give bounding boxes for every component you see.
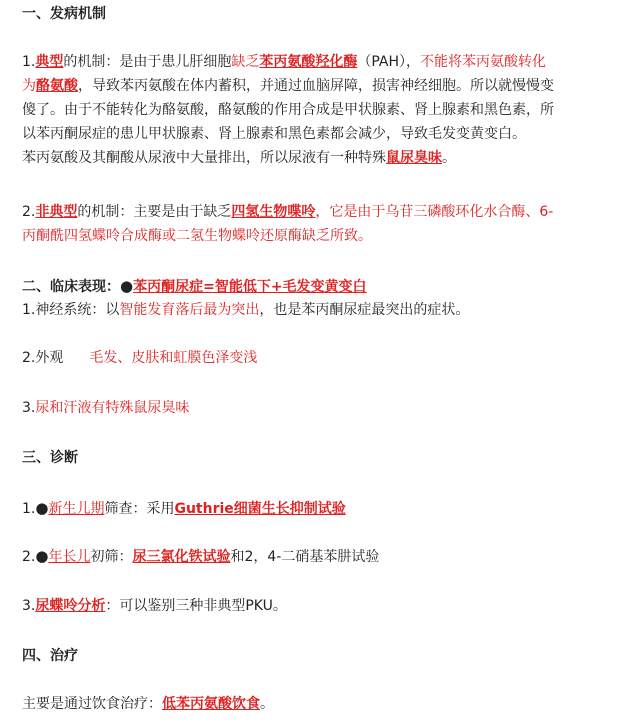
text: ，也是苯丙酮尿症最突出的症状。	[259, 302, 470, 318]
diagnosis-item-2	[22, 544, 612, 569]
paragraph-typical-line2	[22, 74, 612, 98]
bullet-icon: ●	[35, 499, 49, 517]
term-pterin: 尿蝶呤分析	[35, 598, 106, 614]
text: 和2，4-二硝基苯肼试验	[230, 549, 380, 565]
section-heading-diagnosis: 三、诊断	[22, 450, 78, 466]
term-low-phe-diet: 低苯丙氨酸饮食	[162, 696, 260, 712]
term-odor: 尿和汗液有特殊鼠尿臭味	[35, 400, 190, 416]
text: 。	[260, 696, 274, 712]
term-neonatal: 新生儿期	[48, 501, 105, 517]
text: 的机制：主要是由于缺乏	[77, 204, 232, 220]
text: 1.	[22, 501, 36, 517]
bullet-icon: ●	[120, 277, 134, 295]
paragraph-atypical-line2: 丙酮酰四氢蝶呤合成酶或二氢生物蝶呤还原酶缺乏所致。	[22, 228, 372, 244]
section-heading-clinical	[22, 274, 612, 299]
clinical-item-2	[22, 346, 612, 370]
term-ferric-chloride: 尿三氯化铁试验	[132, 549, 231, 565]
term-pah: 苯丙氨酸羟化酶	[259, 54, 358, 70]
term-older-child: 年长儿	[48, 549, 91, 565]
clinical-item-1	[22, 298, 612, 322]
term-mouse-odor: 鼠尿臭味	[386, 150, 442, 166]
clinical-item-3	[22, 396, 612, 420]
term-pku-summary: 苯丙酮尿症=智能低下+毛发变黄变白	[133, 279, 367, 295]
treatment-text	[22, 692, 612, 716]
term-typical: 典型	[35, 54, 64, 70]
term-tyrosine: 酪氨酸	[36, 78, 78, 94]
item-number: 2.	[22, 204, 36, 220]
item-number: 1.	[22, 54, 36, 70]
text: 2.	[22, 549, 36, 565]
paragraph-typical-line5	[22, 146, 612, 170]
diagnosis-item-1	[22, 496, 612, 521]
text: （PAH），	[357, 54, 421, 70]
term-intellect: 智能发育落后最为突出	[119, 302, 260, 318]
diagnosis-item-3	[22, 594, 612, 618]
term-bh4: 四氢生物喋呤	[231, 204, 316, 220]
text: 1.神经系统：以	[22, 302, 120, 318]
text-red: 为	[22, 78, 36, 94]
section-heading-mechanism: 一、发病机制	[22, 6, 106, 22]
heading-text: 二、临床表现：	[22, 279, 120, 295]
text: ：可以鉴别三种非典型PKU。	[105, 598, 287, 614]
text: 的机制：是由于患儿肝细胞	[63, 54, 232, 70]
text-red: ，它是由于乌苷三磷酸环化水合酶、6-	[315, 204, 554, 220]
section-heading-treatment: 四、治疗	[22, 648, 78, 664]
text: 筛查：采用	[104, 501, 175, 517]
term-guthrie: Guthrie细菌生长抑制试验	[174, 501, 346, 517]
term-appearance: 毛发、皮肤和虹膜色泽变浅	[89, 350, 258, 366]
paragraph-typical-line1	[22, 50, 612, 74]
text-red: 缺乏	[231, 54, 260, 70]
text: 苯丙氨酸及其酮酸从尿液中大量排出，所以尿液有一种特殊	[22, 150, 386, 166]
text: 2.外观	[22, 350, 64, 366]
text: ，导致苯丙氨酸在体内蓄积，并通过血脑屏障，损害神经细胞。所以就慢慢变	[78, 78, 554, 94]
paragraph-atypical-line1	[22, 200, 612, 224]
term-atypical: 非典型	[35, 204, 78, 220]
text: 。	[442, 150, 456, 166]
text: 初筛：	[90, 549, 133, 565]
text: 3.	[22, 400, 36, 416]
paragraph-typical-line3: 傻了。由于不能转化为酪氨酸，酪氨酸的作用合成是甲状腺素、肾上腺素和黑色素，所	[22, 102, 554, 118]
paragraph-typical-line4: 以苯丙酮尿症的患儿甲状腺素、肾上腺素和黑色素都会减少，导致毛发变黄变白。	[22, 126, 526, 142]
bullet-icon: ●	[35, 547, 49, 565]
text: 3.	[22, 598, 36, 614]
text-red: 不能将苯丙氨酸转化	[420, 54, 547, 70]
text: 主要是通过饮食治疗：	[22, 696, 162, 712]
